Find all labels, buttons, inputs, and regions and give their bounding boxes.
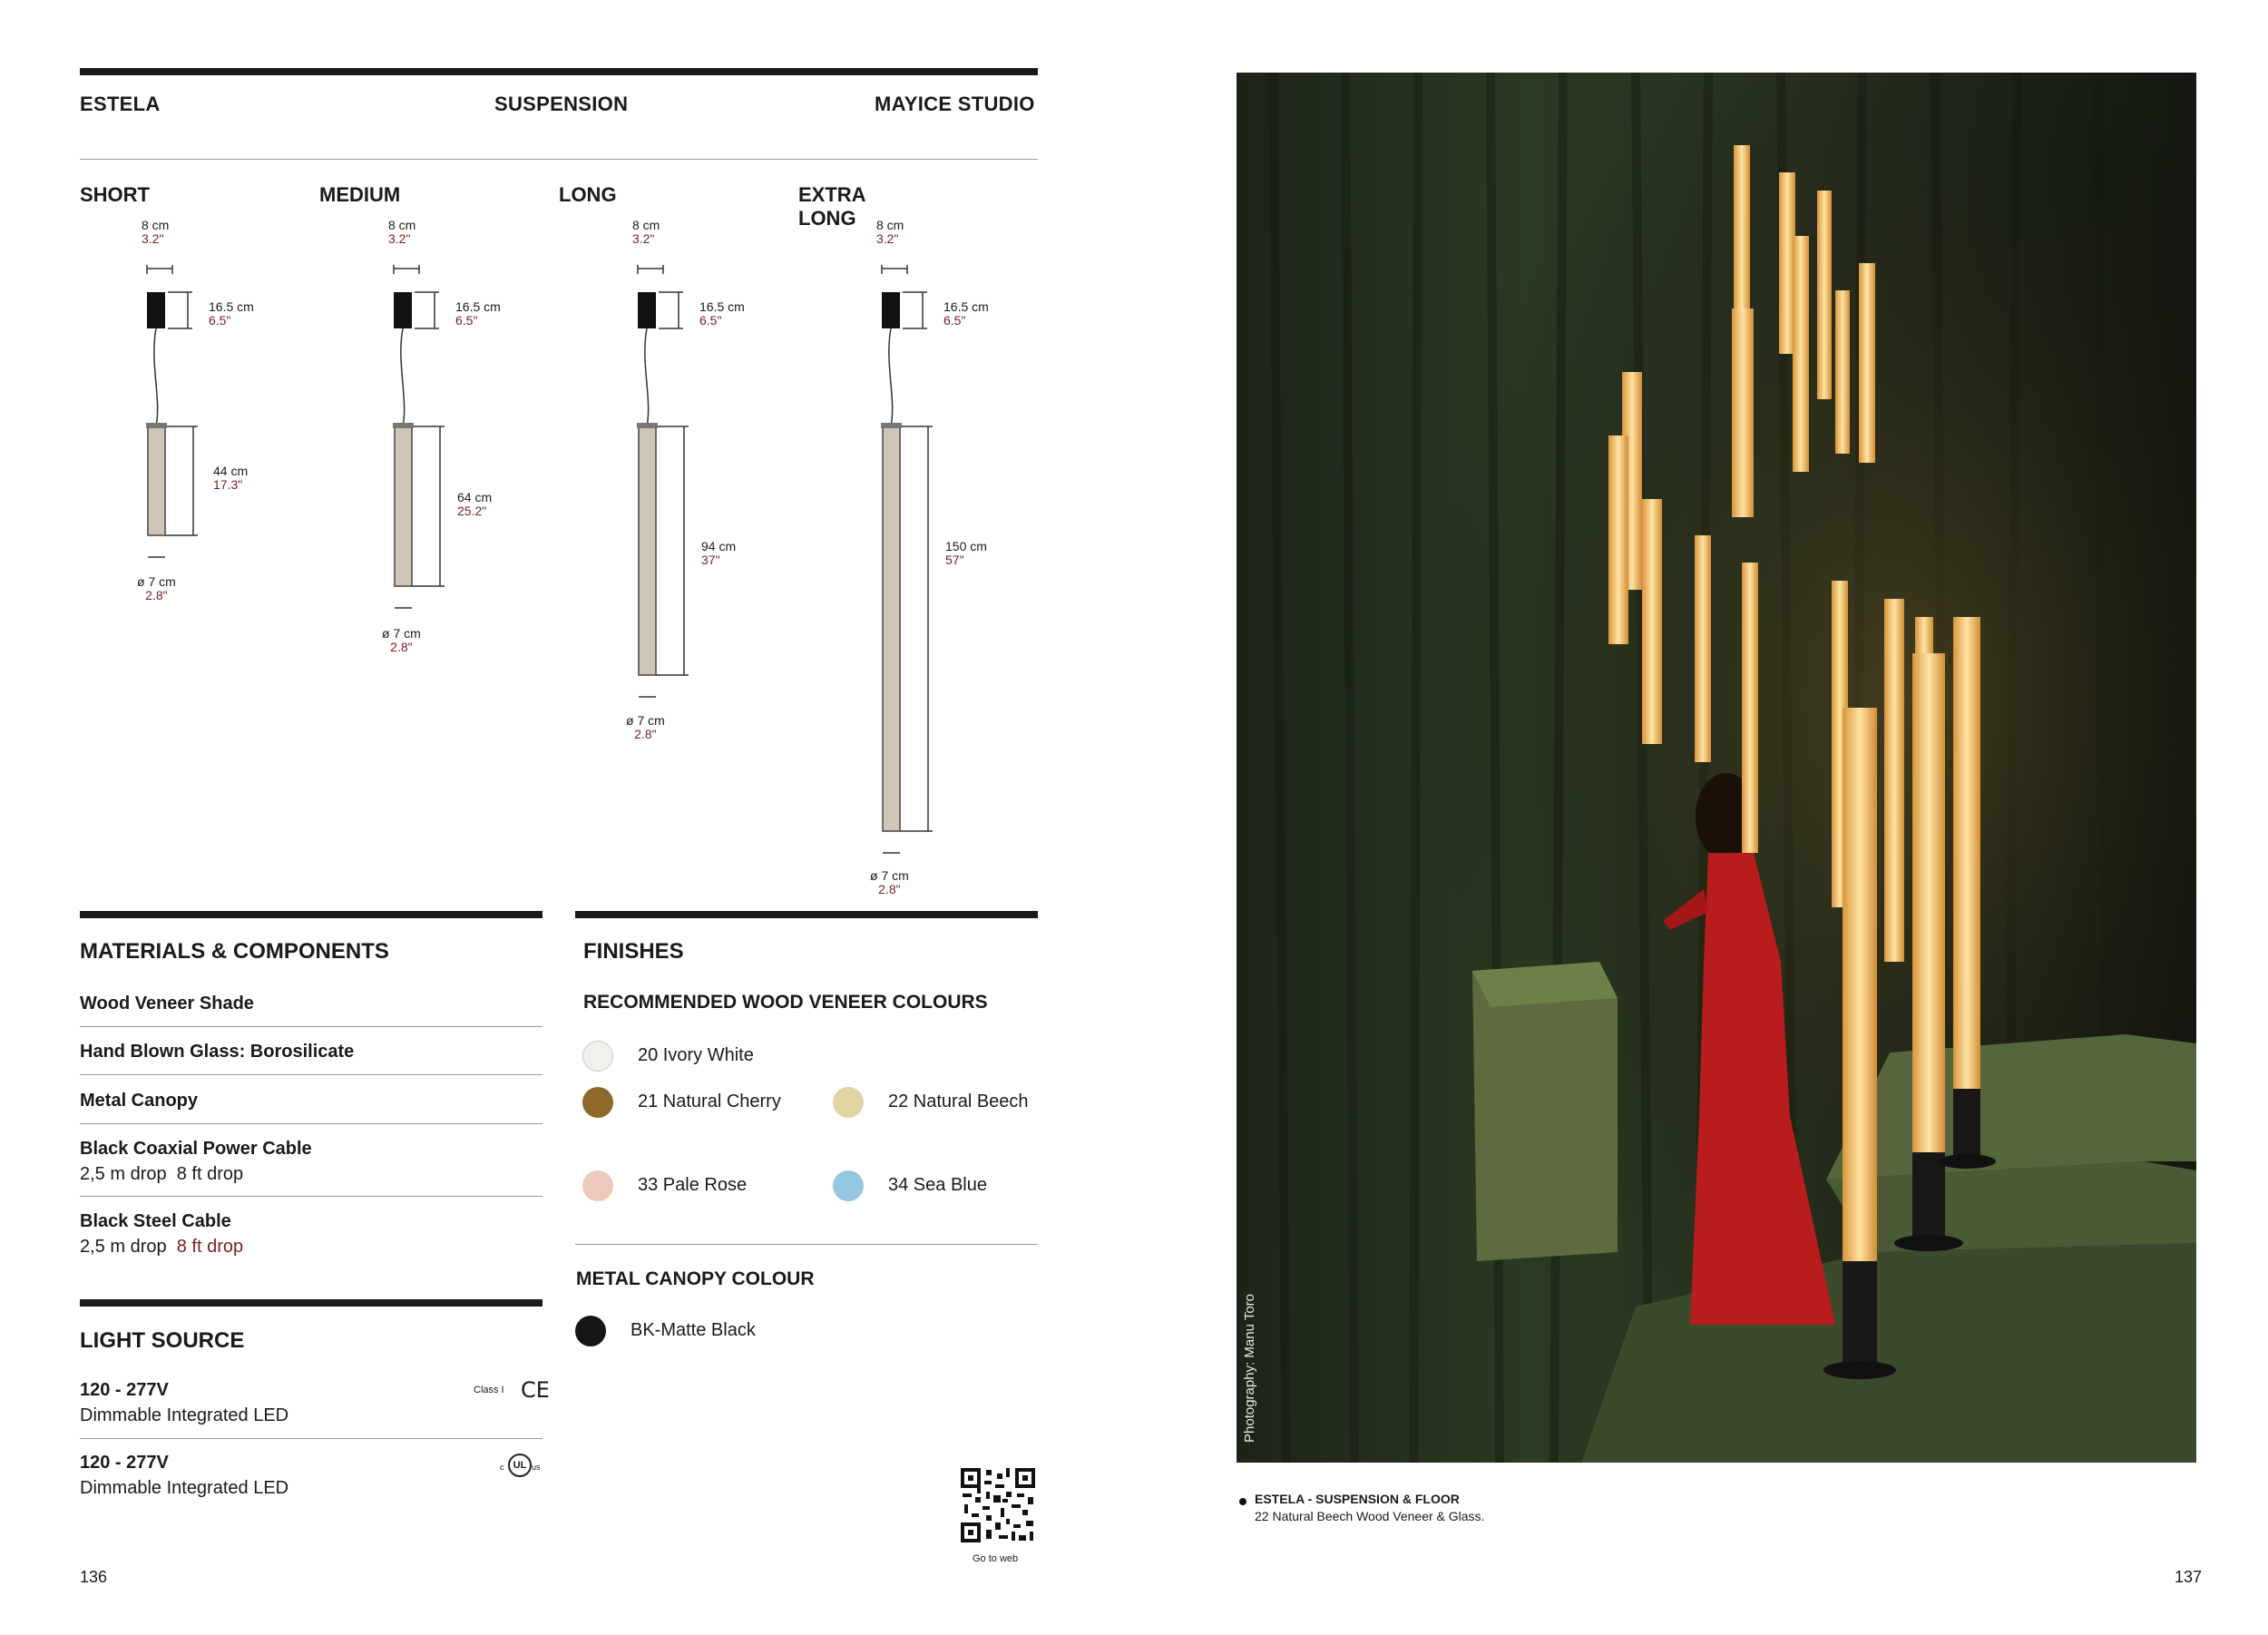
light-voltage: 120 - 277V — [80, 1380, 169, 1400]
ce-mark: CE — [521, 1377, 550, 1403]
material-drop-imperial: 8 ft drop — [176, 1237, 244, 1257]
short-canopy-cm: 16.5 cm — [209, 299, 254, 314]
medium-canopy — [455, 300, 501, 328]
medium-canopy-in: 6.5" — [455, 313, 478, 328]
wood-swatch[interactable] — [582, 1170, 613, 1201]
long-diameter — [626, 714, 665, 741]
medium-length-cm: 64 cm — [457, 490, 493, 504]
short-diameter — [137, 575, 176, 602]
materials-title: MATERIALS & COMPONENTS — [80, 939, 389, 964]
long-length-in: 37" — [701, 553, 720, 567]
metal-colour-title: METAL CANOPY COLOUR — [576, 1268, 815, 1289]
photo-scene — [1237, 73, 2196, 1463]
short-diam-cm: ø 7 cm — [137, 574, 176, 589]
short-width-cm: 8 cm — [142, 218, 170, 232]
long-width-cm: 8 cm — [632, 218, 660, 232]
long-canopy-in: 6.5" — [699, 313, 722, 328]
wood-swatch-label: 33 Pale Rose — [638, 1175, 748, 1195]
variant-title-medium: MEDIUM — [319, 183, 401, 206]
caption-bullet-icon — [1239, 1498, 1246, 1505]
ul-mark-c: c — [500, 1463, 504, 1472]
extra-long-width-in: 3.2" — [876, 231, 899, 246]
extra-long-length-cm: 150 cm — [945, 539, 987, 553]
extra-long-diameter — [870, 869, 909, 896]
short-width — [142, 219, 169, 246]
medium-width — [388, 219, 415, 246]
long-width-in: 3.2" — [632, 231, 655, 246]
light-source-rule — [80, 1299, 543, 1307]
designer-name: MAYICE STUDIO — [875, 93, 1035, 115]
medium-length — [457, 491, 492, 518]
extra-long-canopy-cm: 16.5 cm — [943, 299, 989, 314]
product-photo — [1237, 73, 2196, 1463]
extra-long-width — [876, 219, 904, 246]
materials-rule — [80, 911, 543, 918]
extra-long-width-cm: 8 cm — [876, 218, 904, 232]
wood-swatch-label: 22 Natural Beech — [888, 1092, 1029, 1111]
qr-label[interactable]: Go to web — [973, 1553, 1019, 1564]
divider — [575, 1244, 1038, 1245]
wood-swatch[interactable] — [833, 1170, 864, 1201]
wood-swatch[interactable] — [833, 1087, 864, 1118]
divider — [80, 1438, 543, 1439]
material-item — [80, 1039, 354, 1064]
variant-title-long: LONG — [559, 183, 617, 206]
medium-width-in: 3.2" — [388, 231, 411, 246]
medium-length-in: 25.2" — [457, 504, 487, 518]
wood-swatch[interactable] — [582, 1041, 613, 1072]
long-diam-cm: ø 7 cm — [626, 713, 665, 728]
long-width — [632, 219, 660, 246]
divider — [80, 1196, 543, 1197]
medium-canopy-cm: 16.5 cm — [455, 299, 501, 314]
long-diam-in: 2.8" — [634, 727, 657, 741]
short-canopy — [209, 300, 254, 328]
material-name: Black Coaxial Power Cable — [80, 1139, 312, 1159]
ul-mark-icon — [500, 1452, 543, 1477]
wood-swatch-label: 21 Natural Cherry — [638, 1092, 781, 1111]
ul-mark-us: us — [532, 1463, 541, 1472]
extra-long-diam-cm: ø 7 cm — [870, 868, 909, 883]
page-number-right: 137 — [2175, 1568, 2203, 1586]
extra-long-diam-in: 2.8" — [878, 882, 901, 896]
short-length — [213, 465, 248, 492]
long-canopy-cm: 16.5 cm — [699, 299, 745, 314]
long-length-cm: 94 cm — [701, 539, 737, 553]
material-name: Wood Veneer Shade — [80, 994, 254, 1013]
material-drop-metric: 2,5 m drop — [80, 1164, 167, 1184]
light-desc: Dimmable Integrated LED — [80, 1405, 289, 1425]
variant-title-short: SHORT — [80, 183, 150, 206]
material-drop-metric: 2,5 m drop — [80, 1237, 167, 1257]
extra-long-canopy — [943, 300, 989, 328]
page-number-left: 136 — [80, 1568, 108, 1586]
material-item — [80, 1209, 243, 1259]
light-item — [80, 1450, 288, 1501]
light-item — [80, 1377, 288, 1428]
short-length-in: 17.3" — [213, 477, 243, 492]
medium-diam-in: 2.8" — [390, 640, 413, 654]
short-diam-in: 2.8" — [145, 588, 168, 602]
extra-long-length-in: 57" — [945, 553, 964, 567]
class-label: Class I — [474, 1385, 504, 1395]
wood-colours-title: RECOMMENDED WOOD VENEER COLOURS — [583, 992, 988, 1013]
long-canopy — [699, 300, 745, 328]
material-name: Metal Canopy — [80, 1091, 199, 1111]
short-canopy-in: 6.5" — [209, 313, 231, 328]
divider — [80, 1074, 543, 1075]
short-width-in: 3.2" — [142, 231, 164, 246]
medium-diam-cm: ø 7 cm — [382, 626, 421, 641]
extra-long-canopy-in: 6.5" — [943, 313, 966, 328]
ul-mark-circle: UL — [508, 1454, 532, 1477]
qr-code-icon[interactable] — [959, 1466, 1037, 1544]
finishes-title: FINISHES — [583, 939, 684, 964]
material-drop-imperial: 8 ft drop — [176, 1164, 244, 1184]
light-voltage: 120 - 277V — [80, 1453, 169, 1473]
short-length-cm: 44 cm — [213, 464, 249, 478]
caption-title: ESTELA - SUSPENSION & FLOOR — [1255, 1492, 1460, 1506]
medium-width-cm: 8 cm — [388, 218, 416, 232]
caption-text: 22 Natural Beech Wood Veneer & Glass. — [1255, 1509, 1485, 1523]
medium-diameter — [382, 627, 421, 654]
photo-credit: Photography: Manu Toro — [1242, 1294, 1257, 1443]
light-source-title: LIGHT SOURCE — [80, 1328, 245, 1353]
material-item — [80, 991, 254, 1016]
product-type: SUSPENSION — [494, 93, 629, 115]
material-item — [80, 1088, 198, 1113]
divider — [80, 1026, 543, 1027]
long-length — [701, 540, 736, 567]
variant-title-extra-long: EXTRA LONG — [798, 183, 865, 230]
extra-long-length — [945, 540, 987, 567]
metal-swatch[interactable] — [575, 1316, 606, 1346]
metal-swatch-label: BK-Matte Black — [631, 1320, 756, 1340]
product-name: ESTELA — [80, 93, 161, 115]
light-desc: Dimmable Integrated LED — [80, 1478, 289, 1498]
wood-swatch-label: 20 Ivory White — [638, 1045, 754, 1065]
material-name: Black Steel Cable — [80, 1211, 231, 1231]
material-item — [80, 1136, 312, 1187]
dimension-drawings — [0, 0, 1089, 907]
material-name: Hand Blown Glass: Borosilicate — [80, 1042, 355, 1062]
finishes-rule — [575, 911, 1038, 918]
wood-swatch[interactable] — [582, 1087, 613, 1118]
wood-swatch-label: 34 Sea Blue — [888, 1175, 987, 1195]
divider — [80, 1123, 543, 1124]
